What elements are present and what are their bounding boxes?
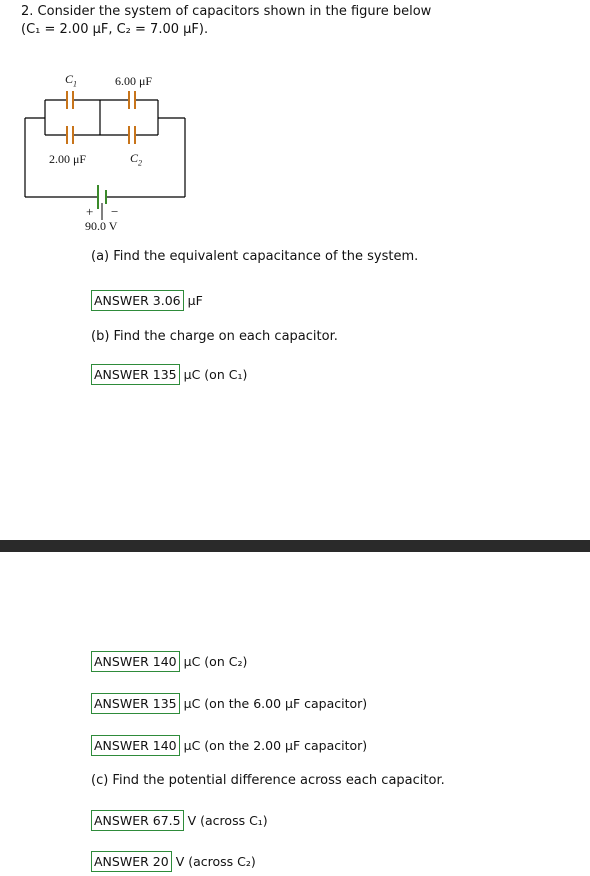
answer-value: 3.06: [152, 292, 181, 308]
answer-unit: μC (on C₁): [183, 366, 248, 382]
label-2uf: 2.00 μF: [49, 152, 87, 166]
part-c-prompt: (c) Find the potential difference across each capacitor.: [91, 773, 445, 788]
answer-row-b1: [91, 364, 247, 384]
answer-row-b3: [91, 693, 367, 713]
answer-unit: μF: [187, 292, 203, 308]
answer-box[interactable]: ANSWER 135: [91, 364, 180, 385]
answer-unit: μC (on C₂): [183, 653, 248, 669]
answer-value: 140: [152, 737, 177, 753]
answer-row-a: [91, 290, 203, 310]
answer-unit: V (across C₂): [175, 853, 256, 869]
answer-unit: V (across C₁): [187, 812, 268, 828]
answer-row-c1: [91, 810, 268, 830]
part-a-prompt: (a) Find the equivalent capacitance of the system.: [91, 249, 419, 264]
answer-value: 135: [152, 366, 177, 382]
label-6uf: 6.00 μF: [115, 74, 153, 88]
answer-box[interactable]: ANSWER 140: [91, 651, 180, 672]
answer-row-b2: [91, 651, 247, 671]
label-c2: $C_2$: [130, 151, 143, 168]
answer-box[interactable]: ANSWER 140: [91, 735, 180, 756]
answer-row-c2: [91, 851, 256, 871]
answer-box[interactable]: ANSWER 135: [91, 693, 180, 714]
question-line-1: 2. Consider the system of capacitors shown in the figure below: [21, 4, 432, 19]
label-c1: $C_1$: [65, 72, 78, 89]
label-plus: +: [86, 204, 94, 219]
page-divider: [0, 540, 590, 552]
question-line-2: (C₁ = 2.00 μF, C₂ = 7.00 μF).: [21, 22, 209, 37]
answer-value: 135: [152, 695, 177, 711]
label-minus: −: [111, 204, 119, 219]
answer-box[interactable]: ANSWER 20: [91, 851, 172, 872]
answer-value: 67.5: [152, 812, 181, 828]
answer-value: 20: [152, 853, 169, 869]
answer-value: 140: [152, 653, 177, 669]
answer-box[interactable]: ANSWER 3.06: [91, 290, 184, 311]
answer-row-b4: [91, 735, 367, 755]
part-b-prompt: (b) Find the charge on each capacitor.: [91, 329, 338, 344]
answer-unit: μC (on the 2.00 μF capacitor): [183, 737, 368, 753]
answer-box[interactable]: ANSWER 67.5: [91, 810, 184, 831]
label-voltage: 90.0 V: [85, 219, 118, 233]
answer-unit: μC (on the 6.00 μF capacitor): [183, 695, 368, 711]
